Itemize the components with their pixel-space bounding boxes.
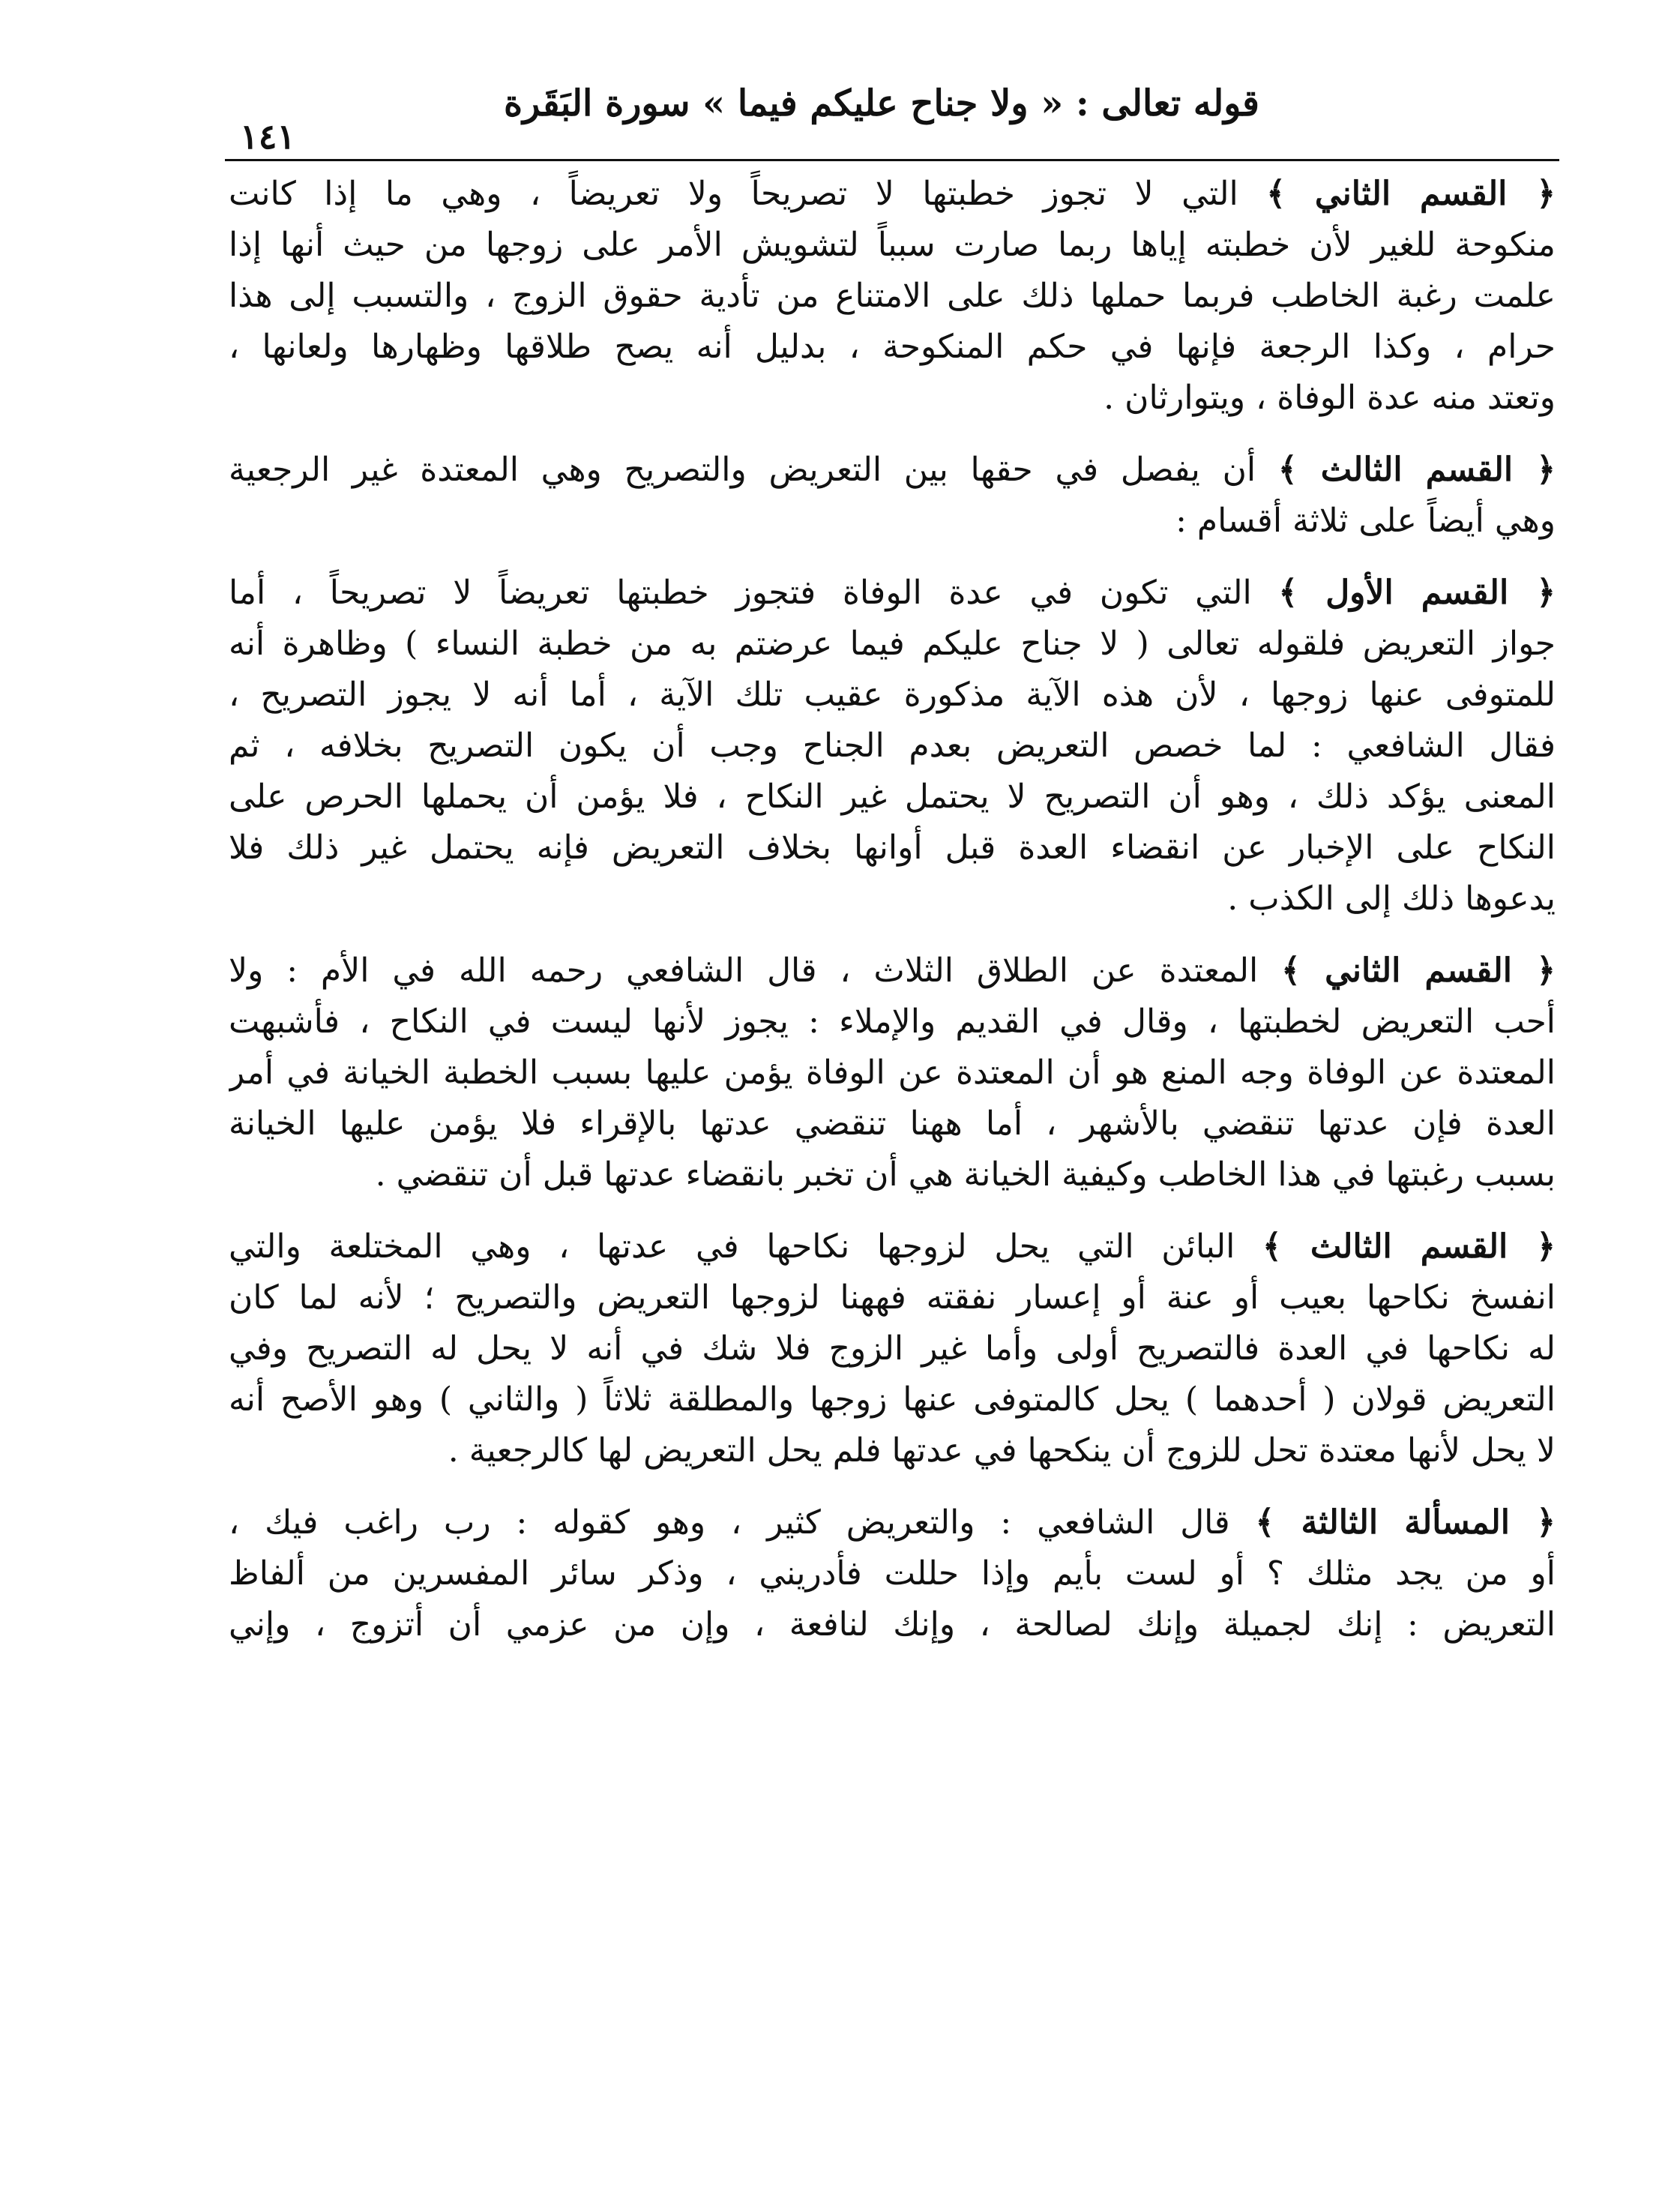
section-label: ﴿ القسم الأول ﴾ (1278, 574, 1556, 612)
line-text: البائن التي يحل لزوجها نكاحها في عدتها ، وهي المختلعة والتي (229, 1227, 1235, 1266)
text-line: المعنى يؤكد ذلك ، وهو أن التصريح لا يحتمل غير النكاح ، فلا يؤمن أن يحملها الحرص على (229, 778, 1556, 816)
text-line (229, 568, 1556, 619)
line-text: التي لا تجوز خطبتها لا تصريحاً ولا تعريضاً ، وهي ما إذا كانت (229, 175, 1238, 213)
text-line (229, 1497, 1556, 1548)
text-line: انفسخ نكاحها بعيب أو عنة أو إعسار نفقته فههنا لزوجها التعريض والتصريح ؛ لأنه لما كان (229, 1278, 1556, 1317)
text-line: التعريض قولان ( أحدهما ) يحل كالمتوفى عنها زوجها والمطلقة ثلاثاً ( والثاني ) وهو الأصح أنه (229, 1380, 1556, 1419)
text-line: النكاح على الإخبار عن انقضاء العدة قبل أوانها بخلاف التعريض فإنه يحتمل غير ذلك فلا (229, 829, 1556, 867)
text-line: المعتدة عن الوفاة وجه المنع هو أن المعتدة عن الوفاة يؤمن عليها بسبب الخطبة الخيانة في أمر (229, 1054, 1556, 1092)
text-line: علمت رغبة الخاطب فربما حملها ذلك على الامتناع من تأدية حقوق الزوج ، والتسبب إلى هذا (229, 277, 1556, 315)
text-line (229, 445, 1556, 496)
section-label: ﴿ القسم الثالث ﴾ (1262, 1227, 1556, 1266)
section-label: ﴿ القسم الثاني ﴾ (1266, 175, 1556, 213)
text-line: فقال الشافعي : لما خصص التعريض بعدم الجناح وجب أن يكون التصريح بخلافه ، ثم (229, 727, 1556, 765)
text-line: منكوحة للغير لأن خطبته إياها ربما صارت سبباً لتشويش الأمر على زوجها من حيث أنها إذا (229, 226, 1556, 264)
text-line: التعريض : إنك لجميلة وإنك لصالحة ، وإنك لنافعة ، وإن من عزمي أن أتزوج ، وإني (229, 1605, 1556, 1644)
line-text: قال الشافعي : والتعريض كثير ، وهو كقوله : رب راغب فيك ، (229, 1503, 1230, 1542)
text-line: وهي أيضاً على ثلاثة أقسام : (1175, 502, 1556, 540)
body-text (229, 169, 1556, 1671)
text-line (229, 169, 1556, 220)
line-text: التي تكون في عدة الوفاة فتجوز خطبتها تعريضاً لا تصريحاً ، أما (229, 574, 1252, 612)
text-line (229, 1221, 1556, 1272)
section-label: ﴿ القسم الثالث ﴾ (1277, 451, 1556, 489)
text-line: لا يحل لأنها معتدة تحل للزوج أن ينكحها في عدتها فلم يحل التعريض لها كالرجعية . (448, 1431, 1556, 1470)
header-rule (225, 159, 1559, 161)
text-line: له نكاحها في العدة فالتصريح أولى وأما غير الزوج فلا شك في أنه لا يحل له التصريح وفي (229, 1329, 1556, 1368)
line-text: المعتدة عن الطلاق الثلاث ، قال الشافعي رحمه الله في الأم : ولا (229, 952, 1259, 990)
paragraph (229, 169, 1556, 424)
text-line: بسبب رغبتها في هذا الخاطب وكيفية الخيانة هي أن تخبر بانقضاء عدتها قبل أن تنقضي . (375, 1155, 1556, 1194)
line-text: أن يفصل في حقها بين التعريض والتصريح وهي المعتدة غير الرجعية (229, 451, 1256, 489)
text-line (229, 946, 1556, 997)
paragraph (229, 568, 1556, 925)
section-label: ﴿ المسألة الثالثة ﴾ (1255, 1503, 1556, 1542)
paragraph (229, 946, 1556, 1200)
text-line: العدة فإن عدتها تنقضي بالأشهر ، أما ههنا تنقضي عدتها بالإقراء فلا يؤمن عليها الخيانة (229, 1105, 1556, 1143)
section-label: ﴿ القسم الثاني ﴾ (1281, 952, 1556, 990)
text-line: وتعتد منه عدة الوفاة ، ويتوارثان . (1104, 379, 1556, 417)
page-number: ١٤١ (240, 116, 296, 157)
paragraph (229, 445, 1556, 547)
text-line: يدعوها ذلك إلى الكذب . (1227, 880, 1556, 918)
paragraph (229, 1221, 1556, 1476)
text-line: جواز التعريض فلقوله تعالى ( لا جناح عليكم فيما عرضتم به من خطبة النساء ) وظاهرة أنه (229, 625, 1556, 663)
text-line: أحب التعريض لخطبتها ، وقال في القديم والإملاء : يجوز لأنها ليست في النكاح ، فأشبهت (229, 1003, 1556, 1041)
text-line: للمتوفى عنها زوجها ، لأن هذه الآية مذكورة عقيب تلك الآية ، أما أنه لا يجوز التصريح ، (229, 676, 1556, 714)
paragraph (229, 1497, 1556, 1650)
text-line: أو من يجد مثلك ؟ أو لست بأيم وإذا حللت فأدريني ، وذكر سائر المفسرين من ألفاظ (229, 1554, 1556, 1593)
running-title: قوله تعالى : « ولا جناح عليكم فيما » سورة البَقَرة (504, 82, 1259, 124)
running-head (225, 75, 1559, 157)
text-line: حرام ، وكذا الرجعة فإنها في حكم المنكوحة ، بدليل أنه يصح طلاقها وظهارها ولعانها ، (229, 328, 1556, 366)
